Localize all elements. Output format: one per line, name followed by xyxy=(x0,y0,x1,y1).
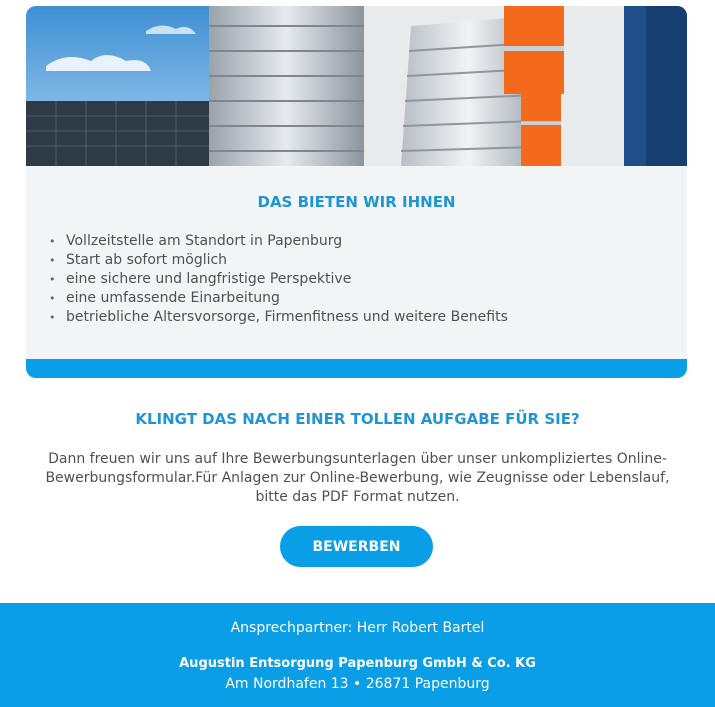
company-name: Augustin Entsorgung Papenburg GmbH & Co. KG xyxy=(179,656,536,671)
cta-heading: KLINGT DAS NACH EINER TOLLEN AUFGABE FÜR SIE? xyxy=(135,410,580,428)
benefits-list xyxy=(49,232,508,327)
card-accent-bar xyxy=(26,359,687,378)
benefit-item: • eine sichere und langfristige Perspektive xyxy=(49,270,508,289)
benefits-heading: DAS BIETEN WIR IHNEN xyxy=(257,193,456,211)
cta-text: Dann freuen wir uns auf Ihre Bewerbungsunterlagen über unser unkompliziertes Online-Bewerbungsformular.Für Anlagen zur Online-Bewerbung, wie Zeugnisse oder Lebenslauf, bitte das PDF Format nutzen. xyxy=(45,451,670,505)
footer xyxy=(0,603,715,707)
contact-person: Ansprechpartner: Herr Robert Bartel xyxy=(230,620,485,636)
benefit-item: • betriebliche Altersvorsorge, Firmenfitness und weitere Benefits xyxy=(49,308,508,327)
benefit-item: • Start ab sofort möglich xyxy=(49,251,508,270)
hero-image xyxy=(26,6,687,166)
benefit-item: • eine umfassende Einarbeitung xyxy=(49,289,508,308)
apply-button[interactable]: BEWERBEN xyxy=(280,526,433,567)
job-offer-card xyxy=(26,6,687,378)
company-address: Am Nordhafen 13 • 26871 Papenburg xyxy=(225,676,490,692)
benefits-section xyxy=(26,166,687,359)
benefit-item: • Vollzeitstelle am Standort in Papenburg xyxy=(49,232,508,251)
